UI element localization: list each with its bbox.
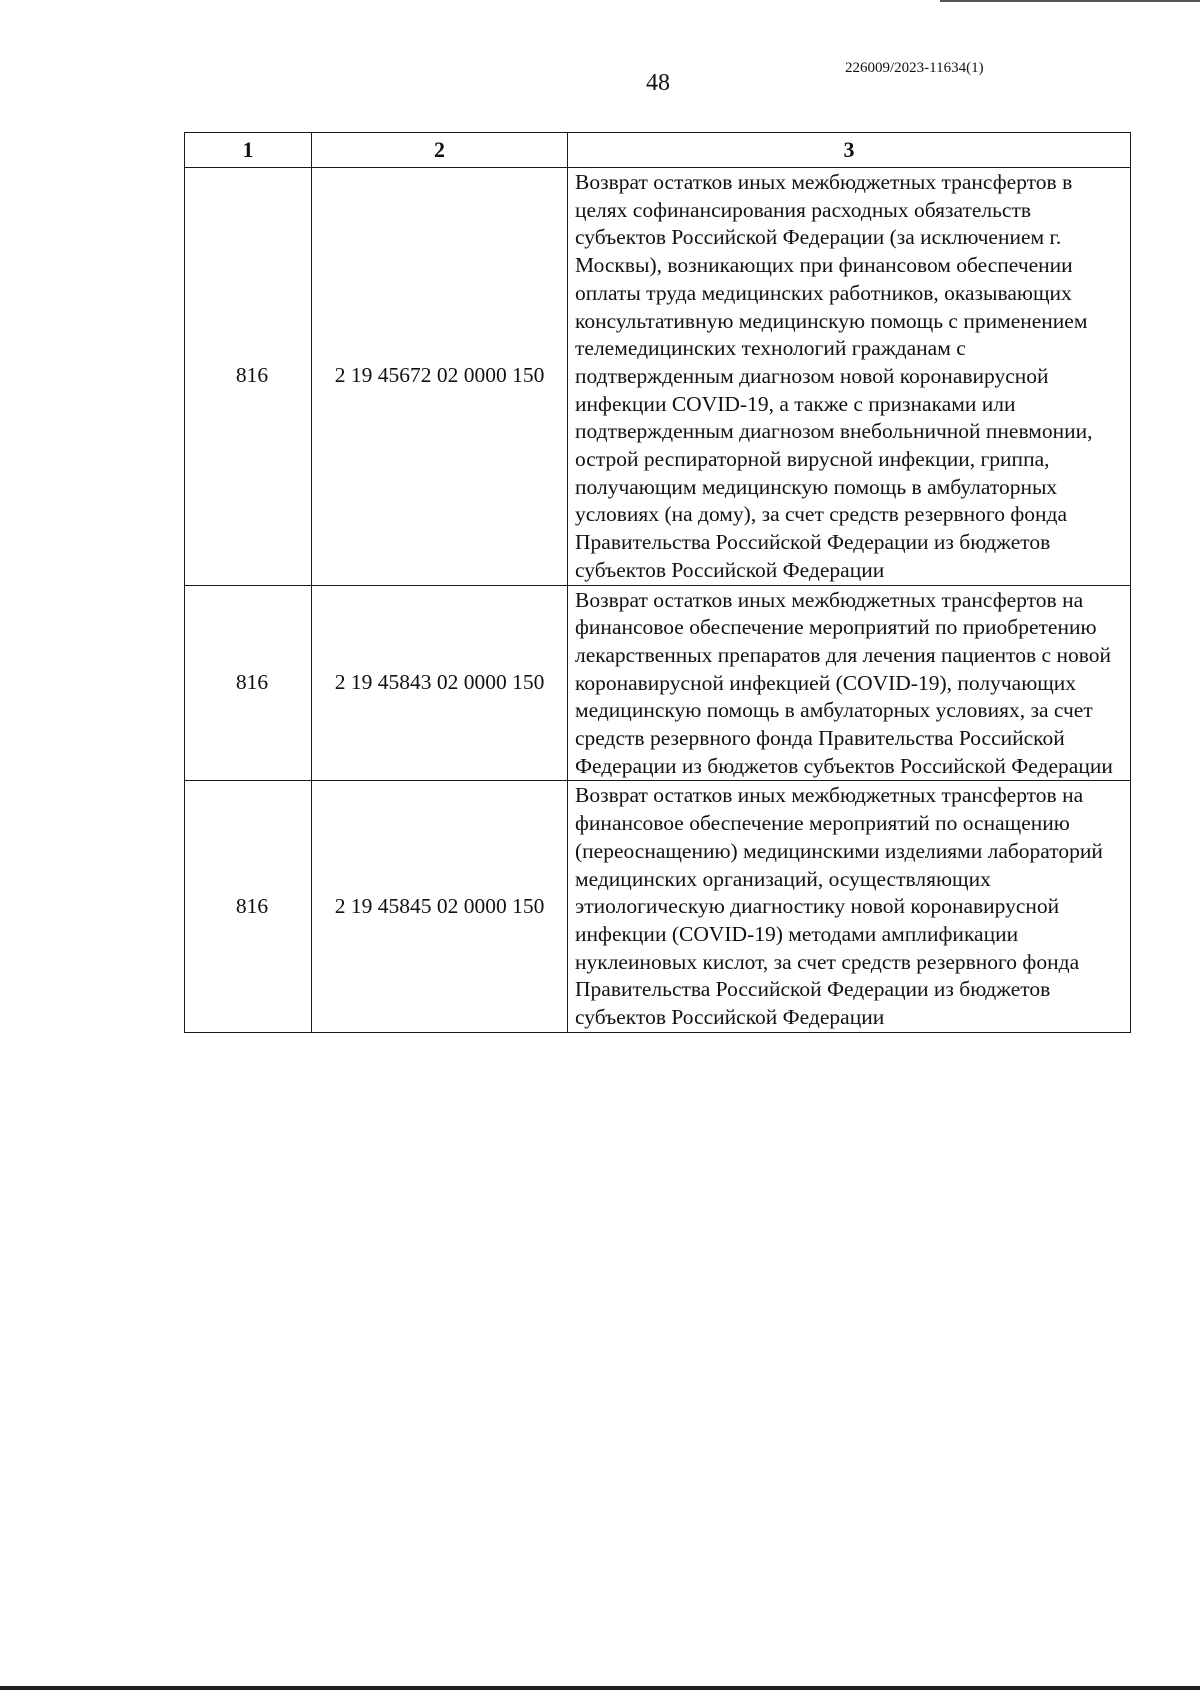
page-number: 48 xyxy=(646,70,670,96)
description-cell: Возврат остатков иных межбюджетных трансфертов на финансовое обеспечение мероприятий по оснащению (переоснащению) медицинскими изделиями лабораторий медицинских организаций, осуществляющих этиологическую диагностику новой коронавирусной инфекции (COVID-19) методами амплификации нуклеиновых кислот, за счет средств резервного фонда Правительства Российской Федерации из бюджетов субъектов Российской Федерации xyxy=(568,781,1131,1032)
budget-code-cell: 2 19 45845 02 0000 150 xyxy=(312,781,568,1032)
table-row xyxy=(185,168,1131,586)
budget-codes-table xyxy=(184,132,1131,1033)
column-header-1: 1 xyxy=(185,133,312,168)
column-header-3: 3 xyxy=(568,133,1131,168)
table-row xyxy=(185,585,1131,781)
admin-code-cell: 816 xyxy=(185,781,312,1032)
description-cell: Возврат остатков иных межбюджетных трансфертов в целях софинансирования расходных обязательств субъектов Российской Федерации (за исключением г. Москвы), возникающих при финансовом обеспечении оплаты труда медицинских работников, оказывающих консультативную медицинскую помощь с применением телемедицинских технологий гражданам с подтвержденным диагнозом новой коронавирусной инфекции COVID-19, а также с признаками или подтвержденным диагнозом внебольничной пневмонии, острой респираторной вирусной инфекции, гриппа, получающим медицинскую помощь в амбулаторных условиях (на дому), за счет средств резервного фонда Правительства Российской Федерации из бюджетов субъектов Российской Федерации xyxy=(568,168,1131,586)
scan-top-edge xyxy=(940,0,1200,2)
table-row xyxy=(185,781,1131,1032)
budget-code-cell: 2 19 45672 02 0000 150 xyxy=(312,168,568,586)
admin-code-cell: 816 xyxy=(185,585,312,781)
table-header-row xyxy=(185,133,1131,168)
document-code: 226009/2023-11634(1) xyxy=(845,60,984,76)
column-header-2: 2 xyxy=(312,133,568,168)
description-cell: Возврат остатков иных межбюджетных трансфертов на финансовое обеспечение мероприятий по приобретению лекарственных препаратов для лечения пациентов с новой коронавирусной инфекцией (COVID-19), получающих медицинскую помощь в амбулаторных условиях, за счет средств резервного фонда Правительства Российской Федерации из бюджетов субъектов Российской Федерации xyxy=(568,585,1131,781)
scan-bottom-edge xyxy=(0,1686,1200,1690)
admin-code-cell: 816 xyxy=(185,168,312,586)
budget-code-cell: 2 19 45843 02 0000 150 xyxy=(312,585,568,781)
